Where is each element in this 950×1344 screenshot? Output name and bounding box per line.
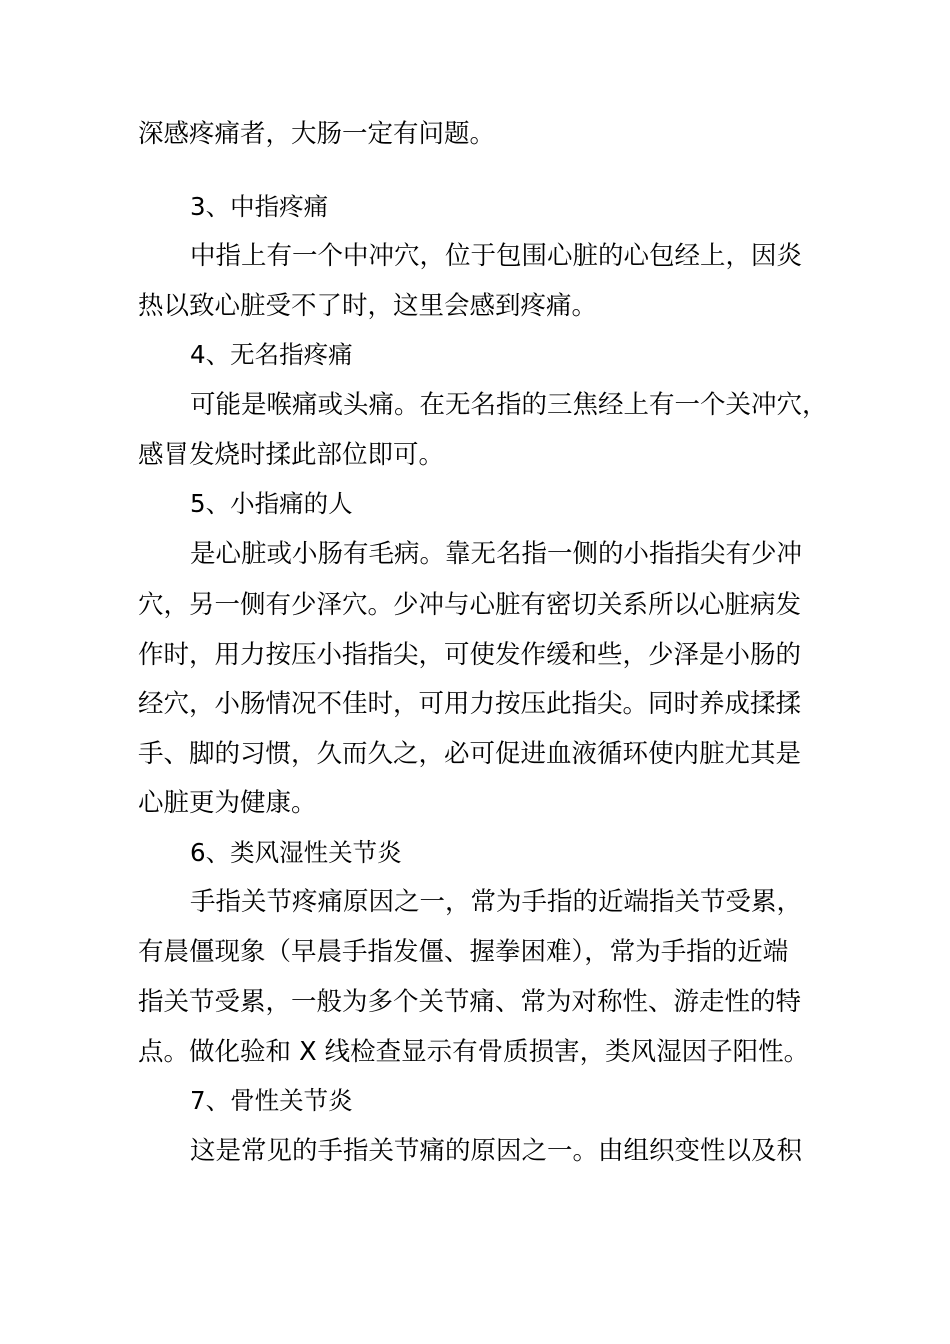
paragraph-line: 手指关节疼痛原因之一，常为手指的近端指关节受累， bbox=[190, 887, 803, 917]
section-heading: 6、类风湿性关节炎 bbox=[190, 838, 402, 867]
paragraph-line: 是心脏或小肠有毛病。靠无名指一侧的小指指尖有少冲 bbox=[190, 539, 803, 569]
paragraph-line: 深感疼痛者，大肠一定有问题。 bbox=[138, 119, 496, 149]
paragraph-line: 感冒发烧时揉此部位即可。 bbox=[138, 440, 445, 470]
section-heading: 7、骨性关节炎 bbox=[190, 1086, 353, 1115]
section-heading: 4、无名指疼痛 bbox=[190, 340, 353, 369]
paragraph-line: 这是常见的手指关节痛的原因之一。由组织变性以及积 bbox=[190, 1136, 803, 1166]
section-heading: 3、中指疼痛 bbox=[190, 192, 329, 221]
paragraph-line: 作时，用力按压小指指尖，可使发作缓和些，少泽是小肠的 bbox=[138, 640, 802, 670]
paragraph-line: 热以致心脏受不了时，这里会感到疼痛。 bbox=[138, 291, 598, 321]
paragraph-line: 穴，另一侧有少泽穴。少冲与心脏有密切关系所以心脏病发 bbox=[138, 590, 802, 620]
paragraph-line: 指关节受累，一般为多个关节痛、常为对称性、游走性的特 bbox=[138, 987, 802, 1017]
paragraph-line: 点。做化验和 X 线检查显示有骨质损害，类风湿因子阳性。 bbox=[138, 1037, 810, 1067]
paragraph-line: 心脏更为健康。 bbox=[138, 788, 317, 818]
paragraph-line: 可能是喉痛或头痛。在无名指的三焦经上有一个关冲穴， bbox=[190, 390, 828, 420]
paragraph-line: 经穴，小肠情况不佳时，可用力按压此指尖。同时养成揉揉 bbox=[138, 689, 802, 719]
paragraph-line: 手、脚的习惯，久而久之，必可促进血液循环使内脏尤其是 bbox=[138, 739, 802, 769]
section-heading: 5、小指痛的人 bbox=[190, 489, 353, 518]
paragraph-line: 有晨僵现象（早晨手指发僵、握拳困难），常为手指的近端 bbox=[138, 937, 789, 967]
paragraph-line: 中指上有一个中冲穴，位于包围心脏的心包经上，因炎 bbox=[190, 241, 803, 271]
